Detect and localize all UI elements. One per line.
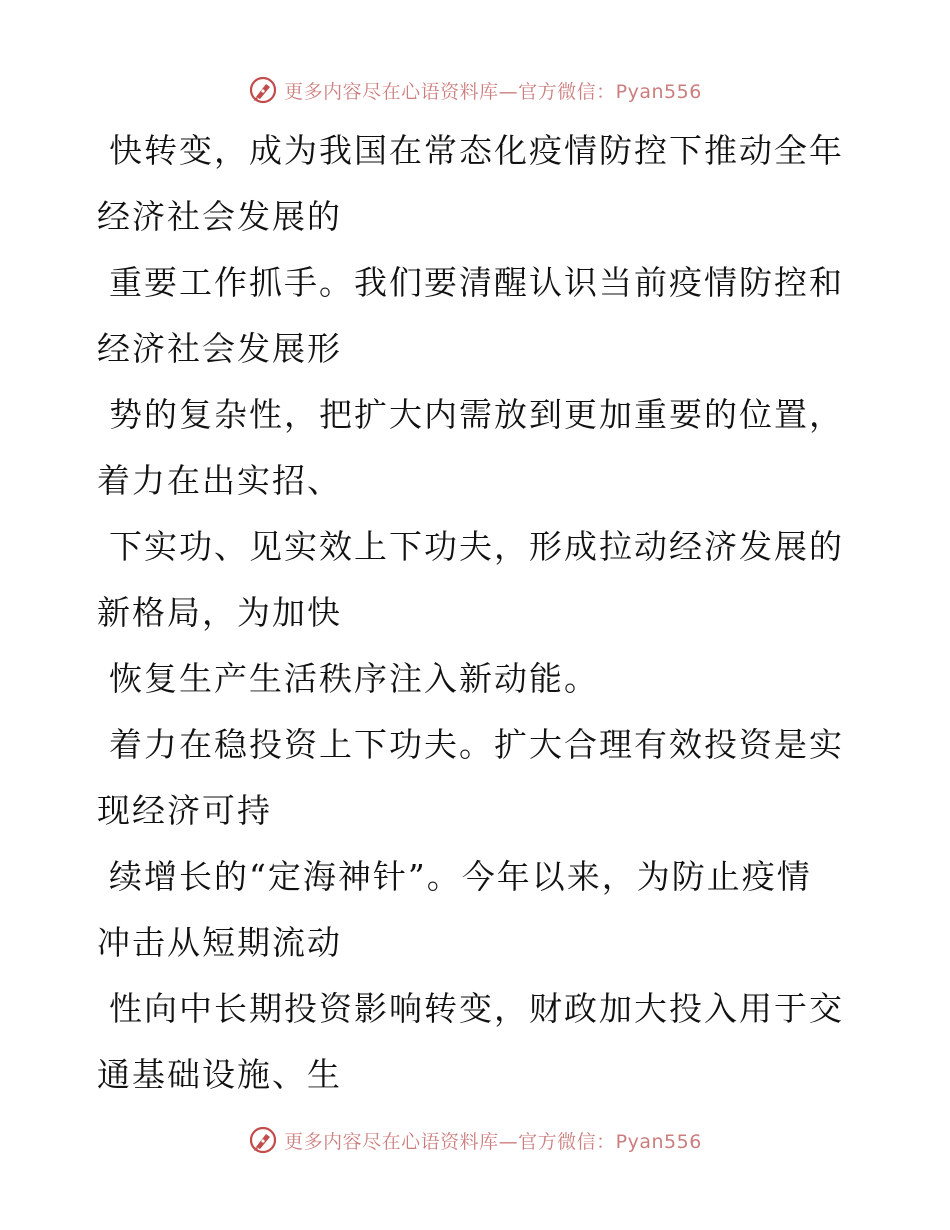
text-line: 快转变，成为我国在常态化疫情防控下推动全年 [109,131,844,170]
text-line: 现经济可持 [97,791,272,830]
pen-nib-icon [248,75,278,105]
footer-banner-text: 更多内容尽在心语资料库—官方微信：Pyan556 [284,1130,702,1153]
text-line: 重要工作抓手。我们要清醒认识当前疫情防控和 [109,263,844,302]
text-line: 性向中长期投资影响转变，财政加大投入用于交 [109,989,844,1028]
document-body [97,118,844,1108]
text-line: 续增长的“定海神针”。今年以来，为防止疫情 [109,857,812,896]
text-line: 下实功、见实效上下功夫，形成拉动经济发展的 [109,527,844,566]
text-line: 经济社会发展形 [97,329,342,368]
pen-nib-icon [248,1125,278,1155]
text-line: 势的复杂性，把扩大内需放到更加重要的位置， [109,395,844,434]
text-line: 通基础设施、生 [97,1055,342,1094]
text-line: 着力在稳投资上下功夫。扩大合理有效投资是实 [109,725,844,764]
text-line: 着力在出实招、 [97,461,342,500]
header-banner [0,70,950,110]
text-line: 冲击从短期流动 [97,923,342,962]
text-line: 恢复生产生活秩序注入新动能。 [109,659,599,698]
text-line: 新格局，为加快 [97,593,342,632]
text-line: 经济社会发展的 [97,197,342,236]
header-banner-text: 更多内容尽在心语资料库—官方微信：Pyan556 [284,80,702,103]
footer-banner [0,1120,950,1160]
